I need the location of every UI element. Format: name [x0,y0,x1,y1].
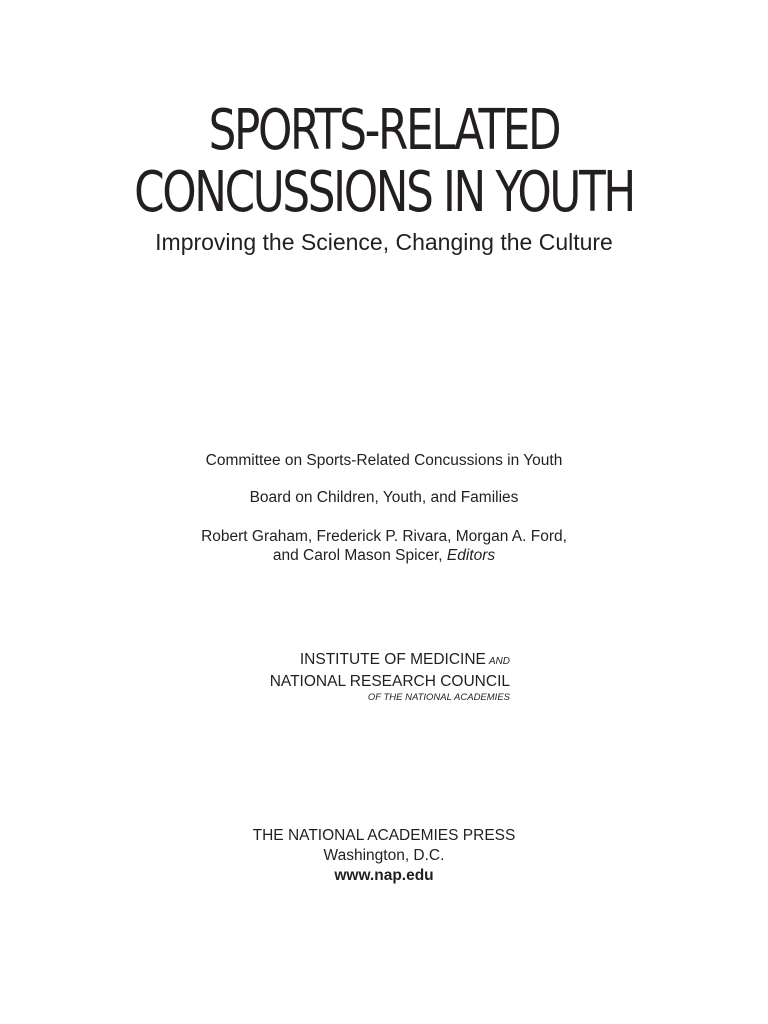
nrc-name: NATIONAL RESEARCH COUNCIL [269,673,510,690]
committee-name: Committee on Sports-Related Concussions in Youth [205,452,563,469]
iom-name: INSTITUTE OF MEDICINE [299,651,486,668]
iom-line [270,650,510,672]
national-academies-label: OF THE NATIONAL ACADEMIES [367,692,510,703]
title-line-2: CONCUSSIONS IN YOUTH [134,160,634,225]
editors-names: and Carol Mason Spicer, [272,547,443,564]
book-subtitle: Improving the Science, Changing the Culture [155,229,613,255]
publisher-name: THE NATIONAL ACADEMIES PRESS [252,827,516,844]
title-line-1: SPORTS-RELATED [208,98,560,163]
publisher-city: Washington, D.C. [323,847,445,864]
editors-role: Editors [446,547,496,564]
board-name: Board on Children, Youth, and Families [249,489,519,506]
institutions-block [270,650,510,704]
editors-line-1: Robert Graham, Frederick P. Rivara, Morgan A. Ford, [201,528,567,545]
book-title [0,100,768,224]
publisher-url[interactable]: www.nap.edu [334,867,434,884]
editors-line-2 [0,546,768,565]
publisher-block [0,826,768,886]
and-label: AND [488,656,510,667]
